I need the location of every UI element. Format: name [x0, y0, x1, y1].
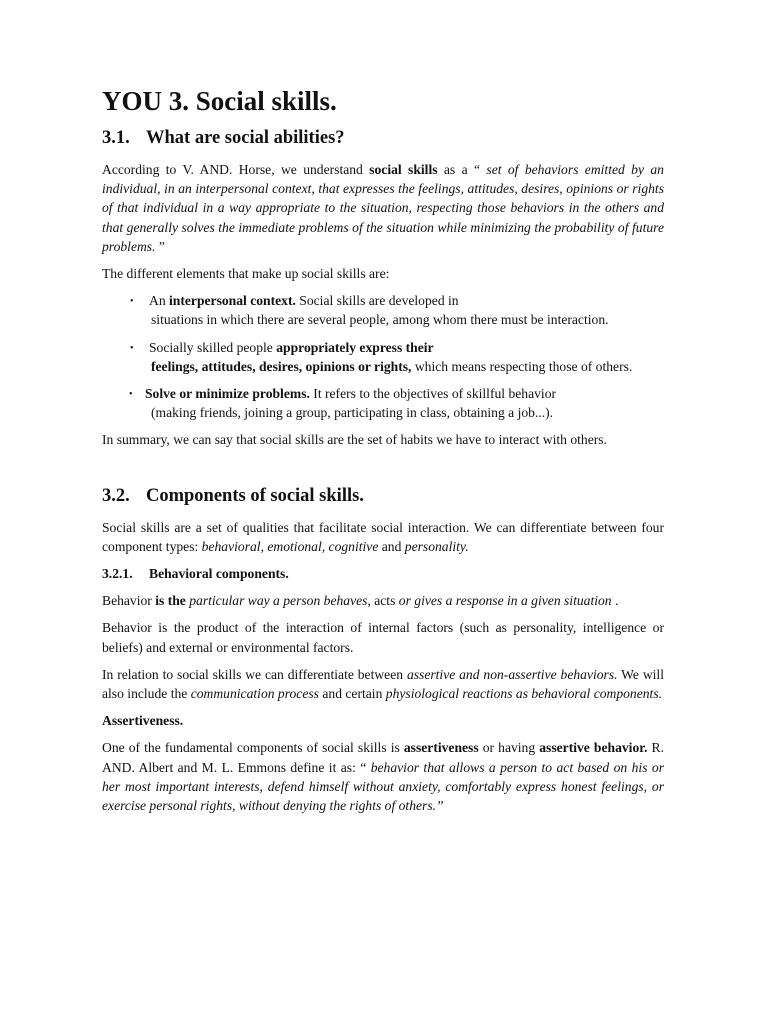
section-3-1-heading: 3.1. What are social abilities?: [102, 128, 345, 148]
assertive-behaviors-paragraph: In relation to social skills we can differentiate between assertive and non-assertive behaviors. We will also include the communication process and certain physiological reactions as behavioral components.: [102, 666, 664, 702]
section-3-2-1-heading: 3.2.1. Behavioral components.: [102, 566, 289, 582]
assertiveness-heading: Assertiveness.: [102, 713, 184, 729]
components-paragraph: Social skills are a set of qualities that facilitate social interaction. We can differentiate between four component types: behavioral, emotional, cognitive and personality.: [102, 519, 664, 554]
page-title: YOU 3. Social skills.: [102, 86, 337, 116]
elements-intro: The different elements that make up social skills are:: [102, 266, 390, 282]
behavior-factors-paragraph: Behavior is the product of the interaction of internal factors (such as personality, intelligence or beliefs) and external or environmental factors.: [102, 620, 664, 655]
document-body: [102, 84, 664, 823]
list-item-solve-problems: • Solve or minimize problems. It refers to the objectives of skillful behavior (making friends, joining a group, participating in class, obtaining a job...).: [129, 386, 557, 421]
definition-paragraph: According to V. AND. Horse, we understand social skills as a “ set of behaviors emitted by an individual, in an interpersonal context, that expresses the feelings, attitudes, desires, opinions or rights of that individual in a way appropriate to the situation, respecting those behaviors in the others and that generally solves the immediate problems of the situation while minimizing the probability of future problems. ”: [102, 162, 664, 254]
list-item-interpersonal-context: • An interpersonal context. Social skills are developed in situations in which there are several people, among whom there must be interaction.: [130, 293, 609, 328]
bullet-icon: •: [130, 296, 134, 308]
section-3-2-heading: 3.2. Components of social skills.: [102, 485, 364, 506]
bullet-icon: •: [130, 342, 134, 354]
bullet-icon: •: [129, 389, 133, 401]
summary-paragraph: In summary, we can say that social skills are the set of habits we have to interact with others.: [102, 432, 607, 448]
behavior-definition-paragraph: Behavior is the particular way a person behaves, acts or gives a response in a given situation .: [102, 593, 619, 609]
list-item-express: • Socially skilled people appropriately express their feelings, attitudes, desires, opinions or rights, which means respecting those of others.: [130, 339, 633, 374]
assertiveness-paragraph: One of the fundamental components of social skills is assertiveness or having assertive behavior. R. AND. Albert and M. L. Emmons define it as: “ behavior that allows a person to act based on his or her most important interests, defend himself without anxiety, comfortably express honest feelings, or exercise personal rights, without denying the rights of others.”: [102, 740, 664, 814]
